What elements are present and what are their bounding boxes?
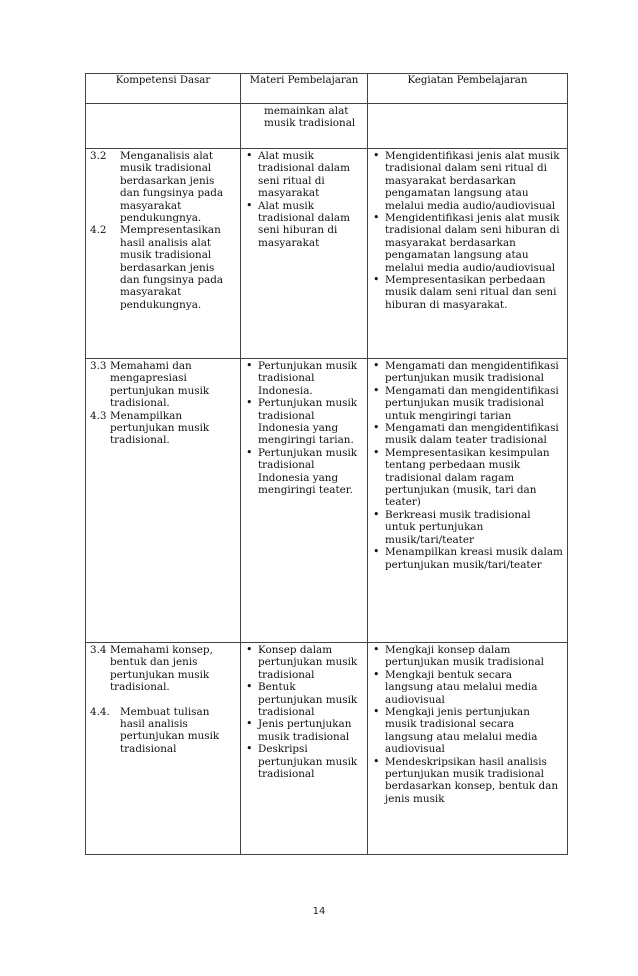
kd-text: Membuat tulisan hasil analisis pertunjukan musik tradisional xyxy=(120,705,220,755)
header-kegiatan-pembelajaran: Kegiatan Pembelajaran xyxy=(368,74,568,104)
kd-item xyxy=(90,150,236,224)
list-item: • Mengidentifikasi jenis alat musik tradisional dalam seni hiburan di masyarakat berdasarkan pengamatan langsung atau melalui media audio/audiovisual xyxy=(372,212,563,274)
kegiatan-list xyxy=(372,644,563,805)
kegiatan-cell xyxy=(368,149,568,359)
materi-cell xyxy=(241,359,368,643)
curriculum-table xyxy=(85,73,568,855)
kd-item xyxy=(90,706,236,756)
table-row xyxy=(86,643,568,855)
table-row xyxy=(86,149,568,359)
kd-item xyxy=(90,644,236,694)
list-item: • Mengkaji bentuk secara langsung atau melalui media audiovisual xyxy=(372,669,563,706)
kd-text: Menampilkan pertunjukan musik tradisional. xyxy=(110,409,210,447)
list-item: • Berkreasi musik tradisional untuk pertunjukan musik/tari/teater xyxy=(372,509,563,546)
list-item: • Deskripsi pertunjukan musik tradisional xyxy=(245,743,363,780)
kegiatan-cell xyxy=(368,359,568,643)
continuation-kd-cell xyxy=(86,104,241,149)
kd-item xyxy=(90,360,236,410)
kd-text: Memahami dan mengapresiasi pertunjukan musik tradisional. xyxy=(110,360,210,410)
materi-cell xyxy=(241,643,368,855)
header-kompetensi-dasar: Kompetensi Dasar xyxy=(86,74,241,104)
materi-cell xyxy=(241,149,368,359)
list-item: • Mengamati dan mengidentifikasi pertunjukan musik tradisional untuk mengiringi tarian xyxy=(372,385,563,422)
list-item: • Jenis pertunjukan musik tradisional xyxy=(245,718,363,743)
kd-item xyxy=(90,410,236,447)
continuation-materi-cell xyxy=(241,104,368,149)
materi-list xyxy=(245,644,363,780)
kd-number: 4.3 xyxy=(90,409,107,422)
kegiatan-list xyxy=(372,360,563,571)
list-item: • Alat musik tradisional dalam seni hiburan di masyarakat xyxy=(245,200,363,250)
continuation-materi-text: memainkan alat musik tradisional xyxy=(264,105,356,130)
materi-list xyxy=(245,150,363,249)
kd-text: Mempresentasikan hasil analisis alat musik tradisional berdasarkan jenis dan fungsinya pada masyarakat pendukungnya. xyxy=(120,224,224,311)
table-row xyxy=(86,359,568,643)
kd-spacer xyxy=(90,694,236,706)
list-item: • Pertunjukan musik tradisional Indonesia. xyxy=(245,360,363,397)
page-number: 14 xyxy=(312,906,326,917)
kd-cell xyxy=(86,359,241,643)
list-item: • Bentuk pertunjukan musik tradisional xyxy=(245,681,363,718)
list-item: • Mengamati dan mengidentifikasi pertunjukan musik tradisional xyxy=(372,360,563,385)
kd-cell xyxy=(86,643,241,855)
kd-number: 3.2 xyxy=(90,150,107,162)
kd-number: 4.2 xyxy=(90,224,107,237)
kd-item xyxy=(90,224,236,311)
continuation-kegiatan-cell xyxy=(368,104,568,149)
list-item: • Mendeskripsikan hasil analisis pertunjukan musik tradisional berdasarkan konsep, bentuk dan jenis musik xyxy=(372,756,563,806)
list-item: • Pertunjukan musik tradisional Indonesia yang mengiringi teater. xyxy=(245,447,363,497)
kd-text: Memahami konsep, bentuk dan jenis pertunjukan musik tradisional. xyxy=(110,644,213,694)
list-item: • Mempresentasikan perbedaan musik dalam seni ritual dan seni hiburan di masyarakat. xyxy=(372,274,563,311)
header-materi-pembelajaran: Materi Pembelajaran xyxy=(241,74,368,104)
kd-number: 3.3 xyxy=(90,360,107,372)
list-item: • Alat musik tradisional dalam seni ritual di masyarakat xyxy=(245,150,363,200)
list-item: • Mengkaji jenis pertunjukan musik tradisional secara langsung atau melalui media audiovisual xyxy=(372,706,563,756)
list-item: • Mengkaji konsep dalam pertunjukan musik tradisional xyxy=(372,644,563,669)
kd-number: 3.4 xyxy=(90,644,107,656)
kegiatan-cell xyxy=(368,643,568,855)
kd-number: 4.4. xyxy=(90,705,110,718)
kd-text: Menganalisis alat musik tradisional berdasarkan jenis dan fungsinya pada masyarakat pendukungnya. xyxy=(120,150,224,225)
materi-list xyxy=(245,360,363,496)
list-item: • Menampilkan kreasi musik dalam pertunjukan musik/tari/teater xyxy=(372,546,563,571)
list-item: • Pertunjukan musik tradisional Indonesia yang mengiringi tarian. xyxy=(245,397,363,447)
table-row-continuation xyxy=(86,104,568,149)
list-item: • Mengidentifikasi jenis alat musik tradisional dalam seni ritual di masyarakat berdasarkan pengamatan langsung atau melalui media audio/audiovisual xyxy=(372,150,563,212)
list-item: • Mempresentasikan kesimpulan tentang perbedaan musik tradisional dalam ragam pertunjukan (musik, tari dan teater) xyxy=(372,447,563,509)
kegiatan-list xyxy=(372,150,563,311)
list-item: • Mengamati dan mengidentifikasi musik dalam teater tradisional xyxy=(372,422,563,447)
list-item: • Konsep dalam pertunjukan musik tradisional xyxy=(245,644,363,681)
table-header-row xyxy=(86,74,568,104)
kd-cell xyxy=(86,149,241,359)
